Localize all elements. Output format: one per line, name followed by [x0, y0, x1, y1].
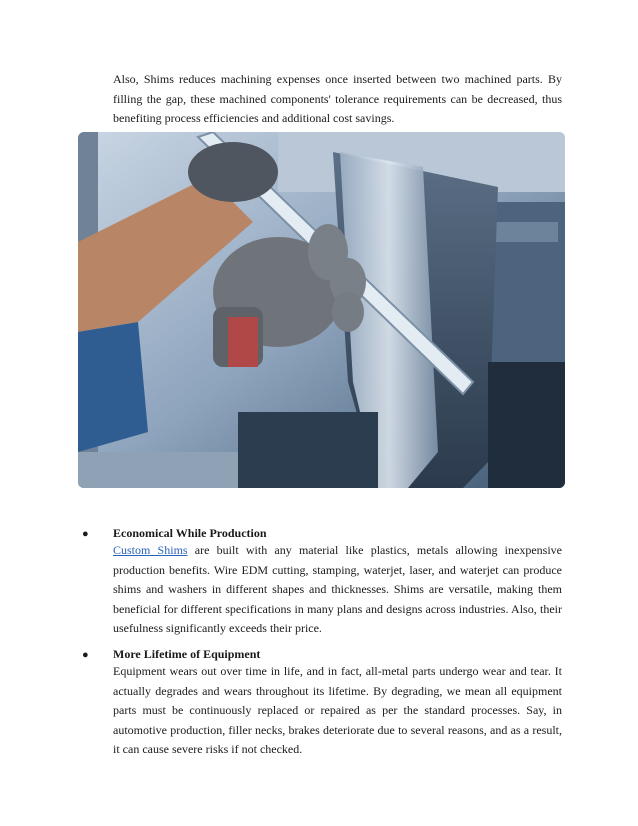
- bullet-body-lifetime: Equipment wears out over time in life, and in fact, all-metal parts undergo wear and tear. It actually degrades and wears throughout its lifetime. By degrading, we mean all equipment parts must be continuously replaced or repaired as per the standard processes. Say, in automotive production, filler necks, brakes deteriorate due to several reasons, and as a result, it can cause severe risks if not checked.: [113, 664, 562, 757]
- intro-paragraph: Also, Shims reduces machining expenses once inserted between two machined parts. By filling the gap, these machined components' tolerance requirements can be decreased, thus benefiting process efficiencies and additional cost savings.: [113, 72, 562, 126]
- bullet-marker: ●: [82, 649, 89, 661]
- press-brake-photo: [78, 132, 565, 488]
- bullet-body-text: are built with any material like plastics, metals allowing inexpensive production benefits. Wire EDM cutting, stamping, waterjet, laser, and waterjet can produce shims and washers in different shapes and thicknesses. Shims are versatile, making them beneficial for different specifications in many plans and designs across industries. Also, their usefulness significantly exceeds their price.: [113, 543, 562, 636]
- bullet-body-economical: [113, 541, 562, 639]
- bullet-marker: ●: [82, 528, 89, 540]
- bullet-title-lifetime: More Lifetime of Equipment: [113, 647, 261, 661]
- custom-shims-link[interactable]: Custom Shims: [113, 543, 188, 557]
- bullet-title-economical: Economical While Production: [113, 526, 267, 540]
